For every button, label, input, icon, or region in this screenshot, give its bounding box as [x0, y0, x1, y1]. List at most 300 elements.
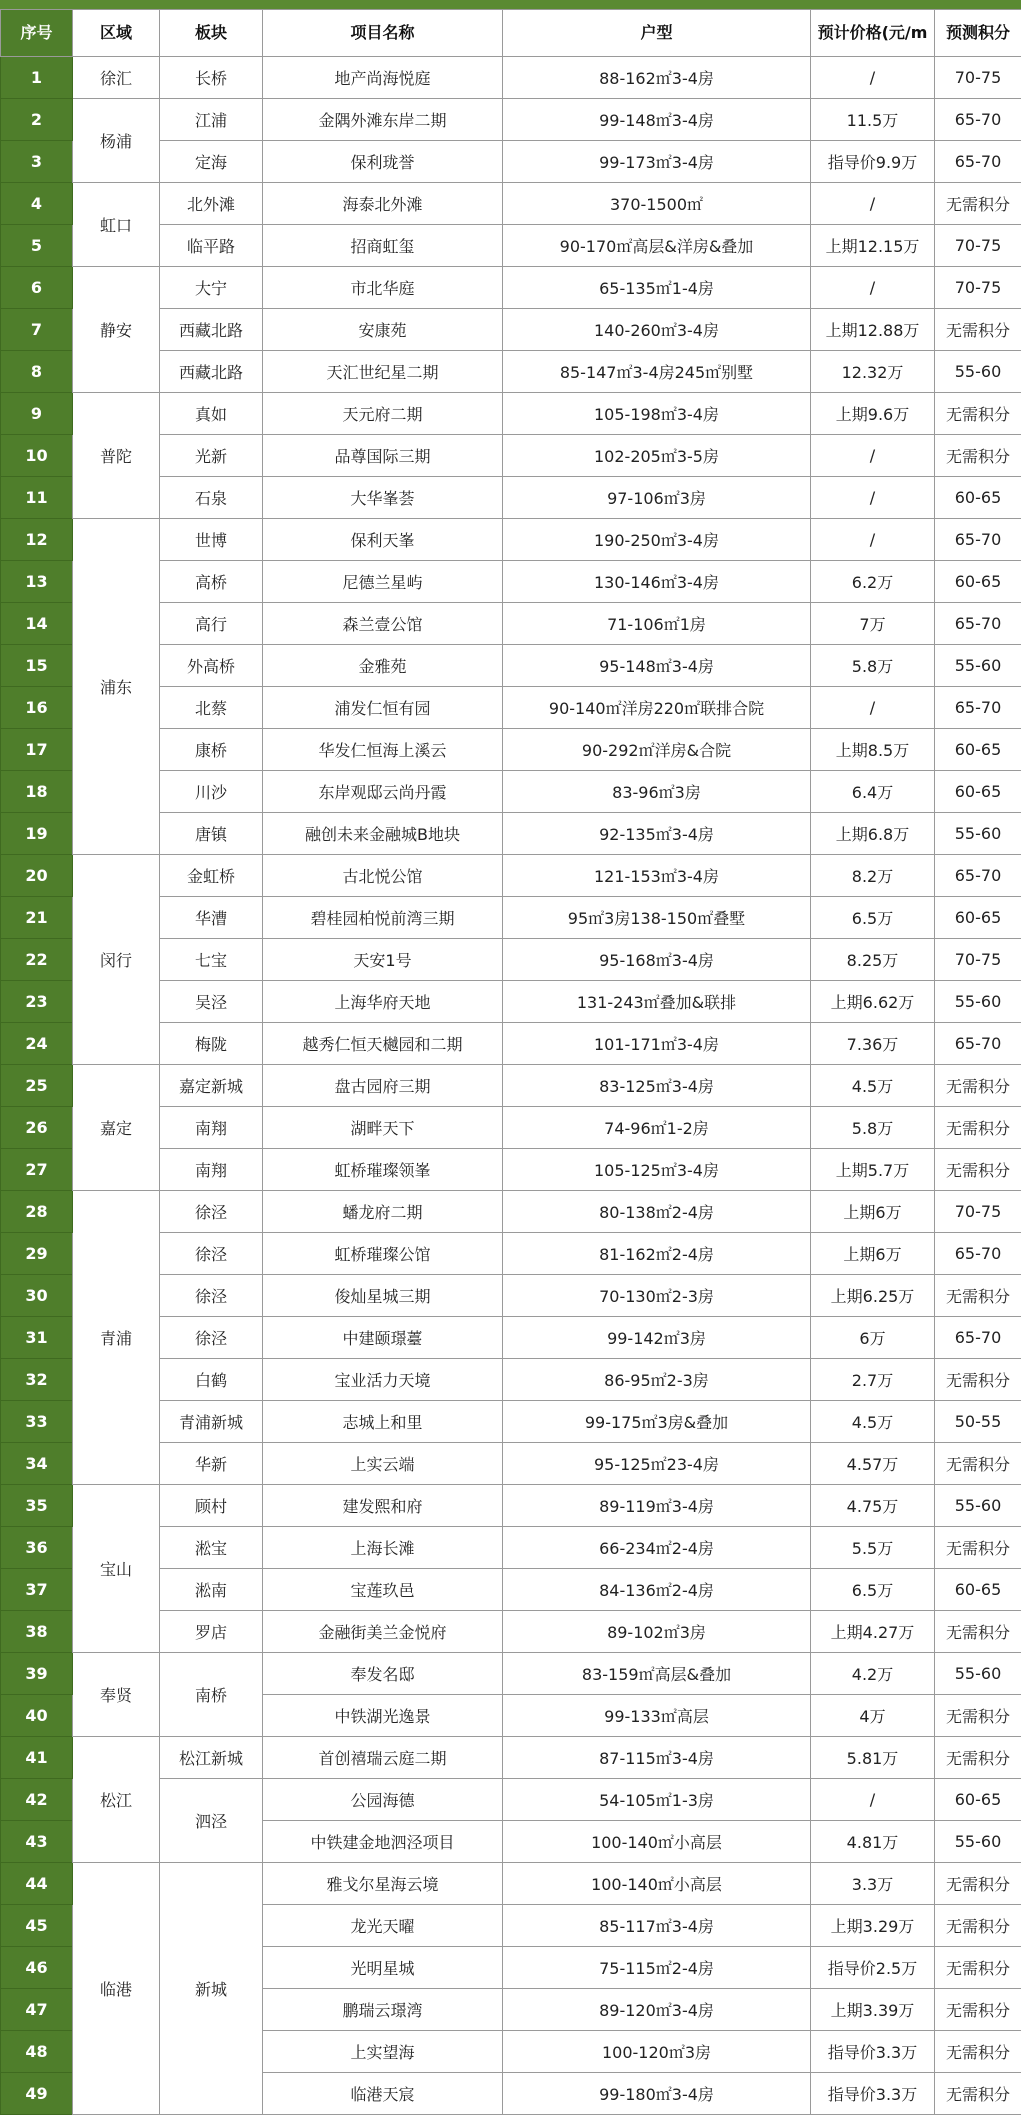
header-score: 预测积分: [935, 10, 1021, 57]
price-cell: 7.36万: [811, 1023, 935, 1065]
unit-cell: 99-175㎡3房&叠加: [503, 1401, 811, 1443]
district-cell: 奉贤: [73, 1653, 160, 1737]
row-number: 45: [1, 1905, 73, 1947]
score-cell: 65-70: [935, 141, 1021, 183]
project-cell: 宝莲玖邑: [263, 1569, 503, 1611]
score-cell: 65-70: [935, 1023, 1021, 1065]
row-number: 46: [1, 1947, 73, 1989]
score-cell: 55-60: [935, 645, 1021, 687]
header-project: 项目名称: [263, 10, 503, 57]
project-cell: 招商虹玺: [263, 225, 503, 267]
row-number: 3: [1, 141, 73, 183]
row-number: 7: [1, 309, 73, 351]
district-cell: 临港: [73, 1863, 160, 2115]
price-cell: 上期3.39万: [811, 1989, 935, 2031]
block-cell: 徐泾: [160, 1191, 263, 1233]
score-cell: 60-65: [935, 897, 1021, 939]
unit-cell: 99-142㎡3房: [503, 1317, 811, 1359]
project-cell: 海泰北外滩: [263, 183, 503, 225]
price-cell: /: [811, 267, 935, 309]
block-cell: 吴泾: [160, 981, 263, 1023]
score-cell: 55-60: [935, 351, 1021, 393]
price-cell: 6.5万: [811, 897, 935, 939]
project-cell: 宝业活力天境: [263, 1359, 503, 1401]
score-cell: 无需积分: [935, 1065, 1021, 1107]
score-cell: 无需积分: [935, 1905, 1021, 1947]
score-cell: 70-75: [935, 1191, 1021, 1233]
project-cell: 建发熙和府: [263, 1485, 503, 1527]
price-cell: 4.75万: [811, 1485, 935, 1527]
unit-cell: 130-146㎡3-4房: [503, 561, 811, 603]
block-cell: 高行: [160, 603, 263, 645]
price-cell: 11.5万: [811, 99, 935, 141]
row-number: 28: [1, 1191, 73, 1233]
price-cell: /: [811, 519, 935, 561]
row-number: 18: [1, 771, 73, 813]
unit-cell: 90-140㎡洋房220㎡联排合院: [503, 687, 811, 729]
block-cell: 华新: [160, 1443, 263, 1485]
project-cell: 天元府二期: [263, 393, 503, 435]
row-number: 48: [1, 2031, 73, 2073]
district-cell: 普陀: [73, 393, 160, 519]
block-cell: 徐泾: [160, 1317, 263, 1359]
unit-cell: 75-115㎡2-4房: [503, 1947, 811, 1989]
score-cell: 70-75: [935, 57, 1021, 99]
row-number: 16: [1, 687, 73, 729]
project-cell: 东岸观邸云尚丹霞: [263, 771, 503, 813]
project-cell: 森兰壹公馆: [263, 603, 503, 645]
price-cell: 2.7万: [811, 1359, 935, 1401]
price-cell: 上期6.25万: [811, 1275, 935, 1317]
block-cell: 淞南: [160, 1569, 263, 1611]
unit-cell: 83-159㎡高层&叠加: [503, 1653, 811, 1695]
unit-cell: 101-171㎡3-4房: [503, 1023, 811, 1065]
table-row: [1, 855, 1021, 897]
score-cell: 65-70: [935, 1233, 1021, 1275]
score-cell: 无需积分: [935, 2073, 1021, 2115]
block-cell: 外高桥: [160, 645, 263, 687]
row-number: 25: [1, 1065, 73, 1107]
project-cell: 天安1号: [263, 939, 503, 981]
block-cell: 金虹桥: [160, 855, 263, 897]
project-cell: 鹏瑞云璟湾: [263, 1989, 503, 2031]
project-cell: 上海长滩: [263, 1527, 503, 1569]
top-accent-bar: [0, 0, 1021, 9]
block-cell: 西藏北路: [160, 351, 263, 393]
price-cell: 5.5万: [811, 1527, 935, 1569]
price-cell: 上期6万: [811, 1191, 935, 1233]
score-cell: 无需积分: [935, 1275, 1021, 1317]
price-cell: 4.81万: [811, 1821, 935, 1863]
project-cell: 俊灿星城三期: [263, 1275, 503, 1317]
price-cell: 指导价3.3万: [811, 2031, 935, 2073]
row-number: 8: [1, 351, 73, 393]
table-body: [1, 57, 1021, 2115]
row-number: 41: [1, 1737, 73, 1779]
score-cell: 60-65: [935, 771, 1021, 813]
header-number: 序号: [1, 10, 73, 57]
price-cell: 7万: [811, 603, 935, 645]
unit-cell: 99-148㎡3-4房: [503, 99, 811, 141]
project-cell: 光明星城: [263, 1947, 503, 1989]
price-cell: 6.4万: [811, 771, 935, 813]
unit-cell: 83-125㎡3-4房: [503, 1065, 811, 1107]
block-cell: 大宁: [160, 267, 263, 309]
block-cell: 石泉: [160, 477, 263, 519]
unit-cell: 370-1500㎡: [503, 183, 811, 225]
price-cell: 5.8万: [811, 1107, 935, 1149]
project-cell: 大华峯荟: [263, 477, 503, 519]
row-number: 39: [1, 1653, 73, 1695]
district-cell: 嘉定: [73, 1065, 160, 1191]
header-block: 板块: [160, 10, 263, 57]
price-cell: 上期6万: [811, 1233, 935, 1275]
row-number: 26: [1, 1107, 73, 1149]
unit-cell: 84-136㎡2-4房: [503, 1569, 811, 1611]
price-cell: 上期9.6万: [811, 393, 935, 435]
block-cell: 淞宝: [160, 1527, 263, 1569]
score-cell: 60-65: [935, 1779, 1021, 1821]
row-number: 1: [1, 57, 73, 99]
row-number: 34: [1, 1443, 73, 1485]
project-cell: 华发仁恒海上溪云: [263, 729, 503, 771]
project-cell: 奉发名邸: [263, 1653, 503, 1695]
score-cell: 无需积分: [935, 1443, 1021, 1485]
price-cell: 6.2万: [811, 561, 935, 603]
score-cell: 65-70: [935, 99, 1021, 141]
district-cell: 闵行: [73, 855, 160, 1065]
row-number: 47: [1, 1989, 73, 2031]
block-cell: 罗店: [160, 1611, 263, 1653]
district-cell: 虹口: [73, 183, 160, 267]
project-cell: 龙光天曜: [263, 1905, 503, 1947]
price-cell: 上期6.8万: [811, 813, 935, 855]
block-cell: 南翔: [160, 1149, 263, 1191]
row-number: 11: [1, 477, 73, 519]
block-cell: 梅陇: [160, 1023, 263, 1065]
unit-cell: 92-135㎡3-4房: [503, 813, 811, 855]
table-row: [1, 1653, 1021, 1695]
row-number: 2: [1, 99, 73, 141]
project-cell: 浦发仁恒有园: [263, 687, 503, 729]
price-cell: 8.25万: [811, 939, 935, 981]
price-cell: 上期6.62万: [811, 981, 935, 1023]
price-cell: /: [811, 687, 935, 729]
unit-cell: 100-140㎡小高层: [503, 1863, 811, 1905]
row-number: 36: [1, 1527, 73, 1569]
score-cell: 无需积分: [935, 1695, 1021, 1737]
score-cell: 无需积分: [935, 1989, 1021, 2031]
row-number: 49: [1, 2073, 73, 2115]
unit-cell: 105-125㎡3-4房: [503, 1149, 811, 1191]
price-cell: 4万: [811, 1695, 935, 1737]
unit-cell: 105-198㎡3-4房: [503, 393, 811, 435]
block-cell: 七宝: [160, 939, 263, 981]
score-cell: 无需积分: [935, 309, 1021, 351]
price-cell: 4.5万: [811, 1065, 935, 1107]
unit-cell: 99-173㎡3-4房: [503, 141, 811, 183]
table-row: [1, 1863, 1021, 1905]
block-cell: 北外滩: [160, 183, 263, 225]
block-cell: 嘉定新城: [160, 1065, 263, 1107]
unit-cell: 71-106㎡1房: [503, 603, 811, 645]
project-cell: 首创禧瑞云庭二期: [263, 1737, 503, 1779]
price-cell: /: [811, 435, 935, 477]
row-number: 30: [1, 1275, 73, 1317]
header-district: 区域: [73, 10, 160, 57]
district-cell: 杨浦: [73, 99, 160, 183]
project-cell: 金融街美兰金悦府: [263, 1611, 503, 1653]
project-cell: 地产尚海悦庭: [263, 57, 503, 99]
header-row: [1, 10, 1021, 57]
block-cell: 长桥: [160, 57, 263, 99]
score-cell: 65-70: [935, 687, 1021, 729]
unit-cell: 100-140㎡小高层: [503, 1821, 811, 1863]
unit-cell: 81-162㎡2-4房: [503, 1233, 811, 1275]
project-cell: 古北悦公馆: [263, 855, 503, 897]
unit-cell: 95㎡3房138-150㎡叠墅: [503, 897, 811, 939]
district-cell: 徐汇: [73, 57, 160, 99]
project-cell: 中建颐璟薹: [263, 1317, 503, 1359]
row-number: 23: [1, 981, 73, 1023]
block-cell: 白鹤: [160, 1359, 263, 1401]
header-unit: 户型: [503, 10, 811, 57]
price-cell: 指导价3.3万: [811, 2073, 935, 2115]
project-cell: 天汇世纪星二期: [263, 351, 503, 393]
district-cell: 静安: [73, 267, 160, 393]
block-cell: 高桥: [160, 561, 263, 603]
row-number: 17: [1, 729, 73, 771]
unit-cell: 88-162㎡3-4房: [503, 57, 811, 99]
block-cell: 世博: [160, 519, 263, 561]
score-cell: 55-60: [935, 1821, 1021, 1863]
price-cell: /: [811, 57, 935, 99]
block-cell: 康桥: [160, 729, 263, 771]
project-cell: 虹桥璀璨公馆: [263, 1233, 503, 1275]
project-cell: 上实云端: [263, 1443, 503, 1485]
district-cell: 浦东: [73, 519, 160, 855]
project-cell: 虹桥璀璨领峯: [263, 1149, 503, 1191]
block-cell: 定海: [160, 141, 263, 183]
block-cell: 真如: [160, 393, 263, 435]
row-number: 35: [1, 1485, 73, 1527]
project-cell: 上海华府天地: [263, 981, 503, 1023]
project-cell: 保利天峯: [263, 519, 503, 561]
price-cell: /: [811, 477, 935, 519]
price-cell: 上期8.5万: [811, 729, 935, 771]
score-cell: 无需积分: [935, 1947, 1021, 1989]
project-cell: 志城上和里: [263, 1401, 503, 1443]
project-cell: 中铁湖光逸景: [263, 1695, 503, 1737]
price-cell: 上期12.15万: [811, 225, 935, 267]
score-cell: 65-70: [935, 519, 1021, 561]
score-cell: 70-75: [935, 267, 1021, 309]
row-number: 44: [1, 1863, 73, 1905]
project-cell: 蟠龙府二期: [263, 1191, 503, 1233]
row-number: 38: [1, 1611, 73, 1653]
row-number: 12: [1, 519, 73, 561]
score-cell: 60-65: [935, 561, 1021, 603]
score-cell: 无需积分: [935, 1527, 1021, 1569]
block-cell: 川沙: [160, 771, 263, 813]
district-cell: 宝山: [73, 1485, 160, 1653]
block-cell: 临平路: [160, 225, 263, 267]
score-cell: 60-65: [935, 477, 1021, 519]
unit-cell: 83-96㎡3房: [503, 771, 811, 813]
row-number: 27: [1, 1149, 73, 1191]
score-cell: 70-75: [935, 939, 1021, 981]
score-cell: 60-65: [935, 1569, 1021, 1611]
district-cell: 松江: [73, 1737, 160, 1863]
row-number: 14: [1, 603, 73, 645]
project-cell: 安康苑: [263, 309, 503, 351]
project-cell: 品尊国际三期: [263, 435, 503, 477]
unit-cell: 95-168㎡3-4房: [503, 939, 811, 981]
project-cell: 尼德兰星屿: [263, 561, 503, 603]
score-cell: 无需积分: [935, 183, 1021, 225]
price-cell: 8.2万: [811, 855, 935, 897]
price-cell: /: [811, 1779, 935, 1821]
unit-cell: 102-205㎡3-5房: [503, 435, 811, 477]
table-row: [1, 1485, 1021, 1527]
price-cell: 4.2万: [811, 1653, 935, 1695]
project-cell: 临港天宸: [263, 2073, 503, 2115]
price-cell: 4.57万: [811, 1443, 935, 1485]
unit-cell: 89-120㎡3-4房: [503, 1989, 811, 2031]
block-cell: 青浦新城: [160, 1401, 263, 1443]
unit-cell: 66-234㎡2-4房: [503, 1527, 811, 1569]
block-cell: 松江新城: [160, 1737, 263, 1779]
unit-cell: 85-117㎡3-4房: [503, 1905, 811, 1947]
row-number: 21: [1, 897, 73, 939]
row-number: 33: [1, 1401, 73, 1443]
score-cell: 无需积分: [935, 393, 1021, 435]
unit-cell: 95-125㎡23-4房: [503, 1443, 811, 1485]
unit-cell: 99-180㎡3-4房: [503, 2073, 811, 2115]
unit-cell: 65-135㎡1-4房: [503, 267, 811, 309]
score-cell: 55-60: [935, 981, 1021, 1023]
project-cell: 盘古园府三期: [263, 1065, 503, 1107]
score-cell: 55-60: [935, 813, 1021, 855]
table-row: [1, 57, 1021, 99]
row-number: 15: [1, 645, 73, 687]
row-number: 31: [1, 1317, 73, 1359]
block-cell: 江浦: [160, 99, 263, 141]
price-cell: 上期4.27万: [811, 1611, 935, 1653]
row-number: 22: [1, 939, 73, 981]
block-cell: 西藏北路: [160, 309, 263, 351]
unit-cell: 80-138㎡2-4房: [503, 1191, 811, 1233]
price-cell: 上期12.88万: [811, 309, 935, 351]
project-cell: 中铁建金地泗泾项目: [263, 1821, 503, 1863]
block-cell: 唐镇: [160, 813, 263, 855]
price-cell: 指导价9.9万: [811, 141, 935, 183]
table-row: [1, 183, 1021, 225]
score-cell: 无需积分: [935, 2031, 1021, 2073]
block-cell: 南翔: [160, 1107, 263, 1149]
project-cell: 保利珑誉: [263, 141, 503, 183]
row-number: 10: [1, 435, 73, 477]
score-cell: 65-70: [935, 1317, 1021, 1359]
project-cell: 市北华庭: [263, 267, 503, 309]
row-number: 20: [1, 855, 73, 897]
unit-cell: 140-260㎡3-4房: [503, 309, 811, 351]
price-cell: 上期3.29万: [811, 1905, 935, 1947]
price-cell: 3.3万: [811, 1863, 935, 1905]
unit-cell: 131-243㎡叠加&联排: [503, 981, 811, 1023]
project-cell: 公园海德: [263, 1779, 503, 1821]
row-number: 24: [1, 1023, 73, 1065]
row-number: 4: [1, 183, 73, 225]
unit-cell: 121-153㎡3-4房: [503, 855, 811, 897]
score-cell: 55-60: [935, 1485, 1021, 1527]
score-cell: 65-70: [935, 855, 1021, 897]
unit-cell: 74-96㎡1-2房: [503, 1107, 811, 1149]
table-row: [1, 393, 1021, 435]
row-number: 32: [1, 1359, 73, 1401]
score-cell: 50-55: [935, 1401, 1021, 1443]
row-number: 29: [1, 1233, 73, 1275]
price-cell: /: [811, 183, 935, 225]
unit-cell: 86-95㎡2-3房: [503, 1359, 811, 1401]
unit-cell: 100-120㎡3房: [503, 2031, 811, 2073]
project-cell: 金雅苑: [263, 645, 503, 687]
table-row: [1, 1191, 1021, 1233]
score-cell: 无需积分: [935, 435, 1021, 477]
unit-cell: 70-130㎡2-3房: [503, 1275, 811, 1317]
project-cell: 融创未来金融城B地块: [263, 813, 503, 855]
unit-cell: 87-115㎡3-4房: [503, 1737, 811, 1779]
score-cell: 无需积分: [935, 1863, 1021, 1905]
project-cell: 湖畔天下: [263, 1107, 503, 1149]
score-cell: 无需积分: [935, 1611, 1021, 1653]
score-cell: 无需积分: [935, 1737, 1021, 1779]
table-row: [1, 519, 1021, 561]
block-cell: 华漕: [160, 897, 263, 939]
row-number: 37: [1, 1569, 73, 1611]
unit-cell: 85-147㎡3-4房245㎡别墅: [503, 351, 811, 393]
price-cell: 12.32万: [811, 351, 935, 393]
price-cell: 上期5.7万: [811, 1149, 935, 1191]
table-row: [1, 99, 1021, 141]
price-cell: 6万: [811, 1317, 935, 1359]
row-number: 9: [1, 393, 73, 435]
score-cell: 60-65: [935, 729, 1021, 771]
table-row: [1, 267, 1021, 309]
block-cell: 泗泾: [160, 1779, 263, 1863]
row-number: 43: [1, 1821, 73, 1863]
project-cell: 金隅外滩东岸二期: [263, 99, 503, 141]
score-cell: 无需积分: [935, 1359, 1021, 1401]
block-cell: 顾村: [160, 1485, 263, 1527]
block-cell: 新城: [160, 1863, 263, 2115]
table-row: [1, 1065, 1021, 1107]
unit-cell: 99-133㎡高层: [503, 1695, 811, 1737]
price-cell: 5.8万: [811, 645, 935, 687]
unit-cell: 89-102㎡3房: [503, 1611, 811, 1653]
block-cell: 北蔡: [160, 687, 263, 729]
project-cell: 上实望海: [263, 2031, 503, 2073]
unit-cell: 54-105㎡1-3房: [503, 1779, 811, 1821]
unit-cell: 90-292㎡洋房&合院: [503, 729, 811, 771]
score-cell: 无需积分: [935, 1107, 1021, 1149]
score-cell: 无需积分: [935, 1149, 1021, 1191]
price-cell: 5.81万: [811, 1737, 935, 1779]
district-cell: 青浦: [73, 1191, 160, 1485]
row-number: 5: [1, 225, 73, 267]
header-price: 预计价格(元/m: [811, 10, 935, 57]
block-cell: 光新: [160, 435, 263, 477]
